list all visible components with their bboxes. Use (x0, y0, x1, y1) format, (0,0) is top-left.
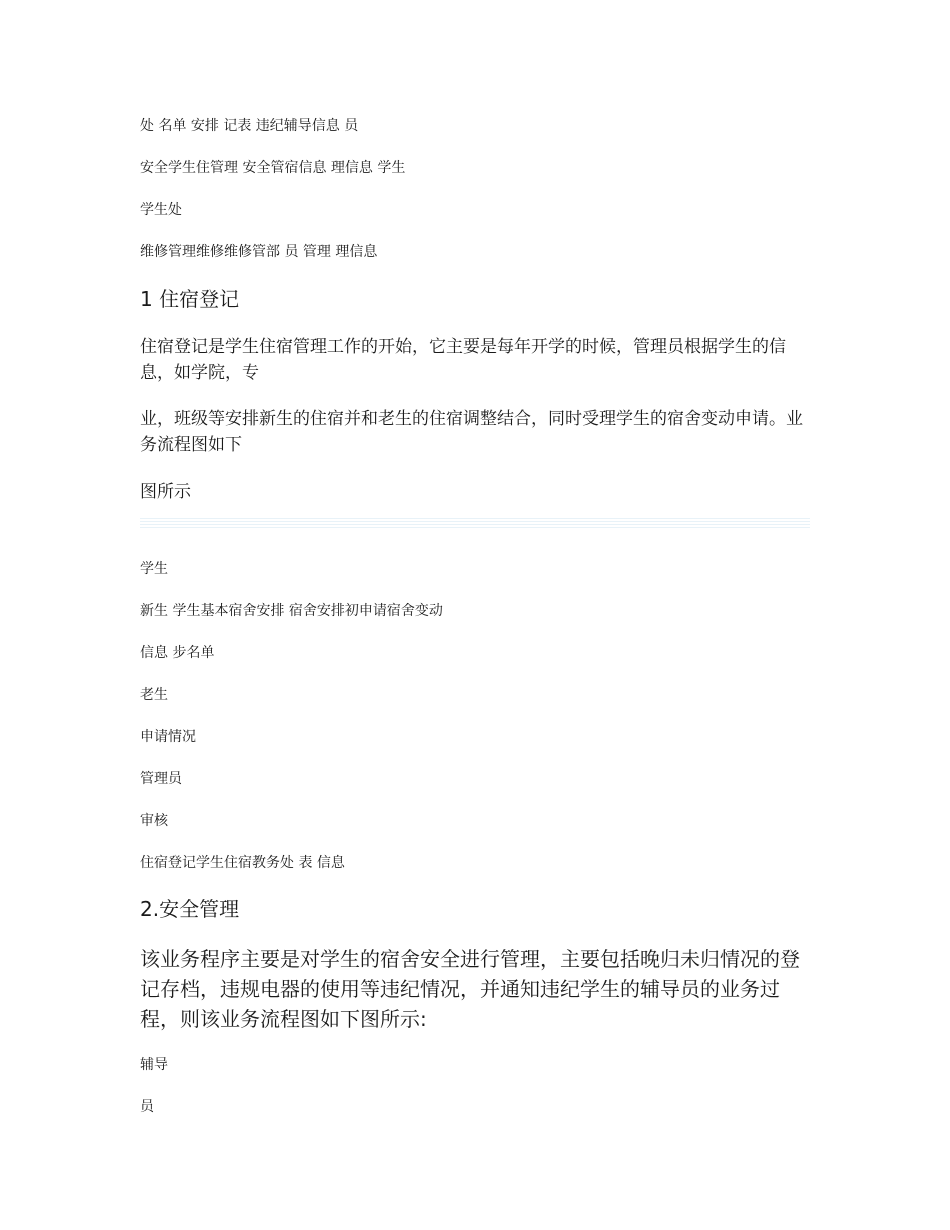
flow-label: 审核 (140, 813, 168, 829)
text-line: 学生处 (140, 202, 182, 218)
text-line: 维修管理维修维修管部 员 管理 理信息 (140, 244, 378, 260)
text-line: 安全学生住管理 安全管宿信息 理信息 学生 (140, 160, 406, 176)
flow-label: 学生 (140, 561, 168, 577)
text-line: 处 名单 安排 记表 违纪辅导信息 员 (140, 118, 359, 134)
paragraph: 该业务程序主要是对学生的宿舍安全进行管理，主要包括晚归未归情况的登记存档，违规电器的使用等违纪情况，并通知违纪学生的辅导员的业务过程，则该业务流程图如下图所示: (140, 947, 800, 1031)
section-heading: 2.安全管理 (140, 897, 240, 921)
flow-label: 信息 步名单 (140, 645, 215, 661)
flow-label: 管理员 (140, 771, 182, 787)
paragraph: 业，班级等安排新生的住宿并和老生的住宿调整结合，同时受理学生的宿舍变动申请。业务流程图如下 (140, 409, 803, 455)
paragraph: 图所示 (140, 482, 191, 502)
flow-label: 辅导 (140, 1057, 168, 1073)
flow-label: 新生 学生基本宿舍安排 宿舍安排初申请宿舍变动 (140, 603, 443, 619)
figure-placeholder-band (140, 518, 810, 530)
flow-label: 申请情况 (140, 729, 196, 745)
flow-label: 住宿登记学生住宿教务处 表 信息 (140, 855, 345, 871)
flow-label: 老生 (140, 687, 168, 703)
paragraph: 住宿登记是学生住宿管理工作的开始，它主要是每年开学的时候，管理员根据学生的信息，如学院，专 (140, 337, 786, 383)
flow-label: 员 (140, 1099, 154, 1115)
section-heading: 1 住宿登记 (140, 287, 240, 311)
